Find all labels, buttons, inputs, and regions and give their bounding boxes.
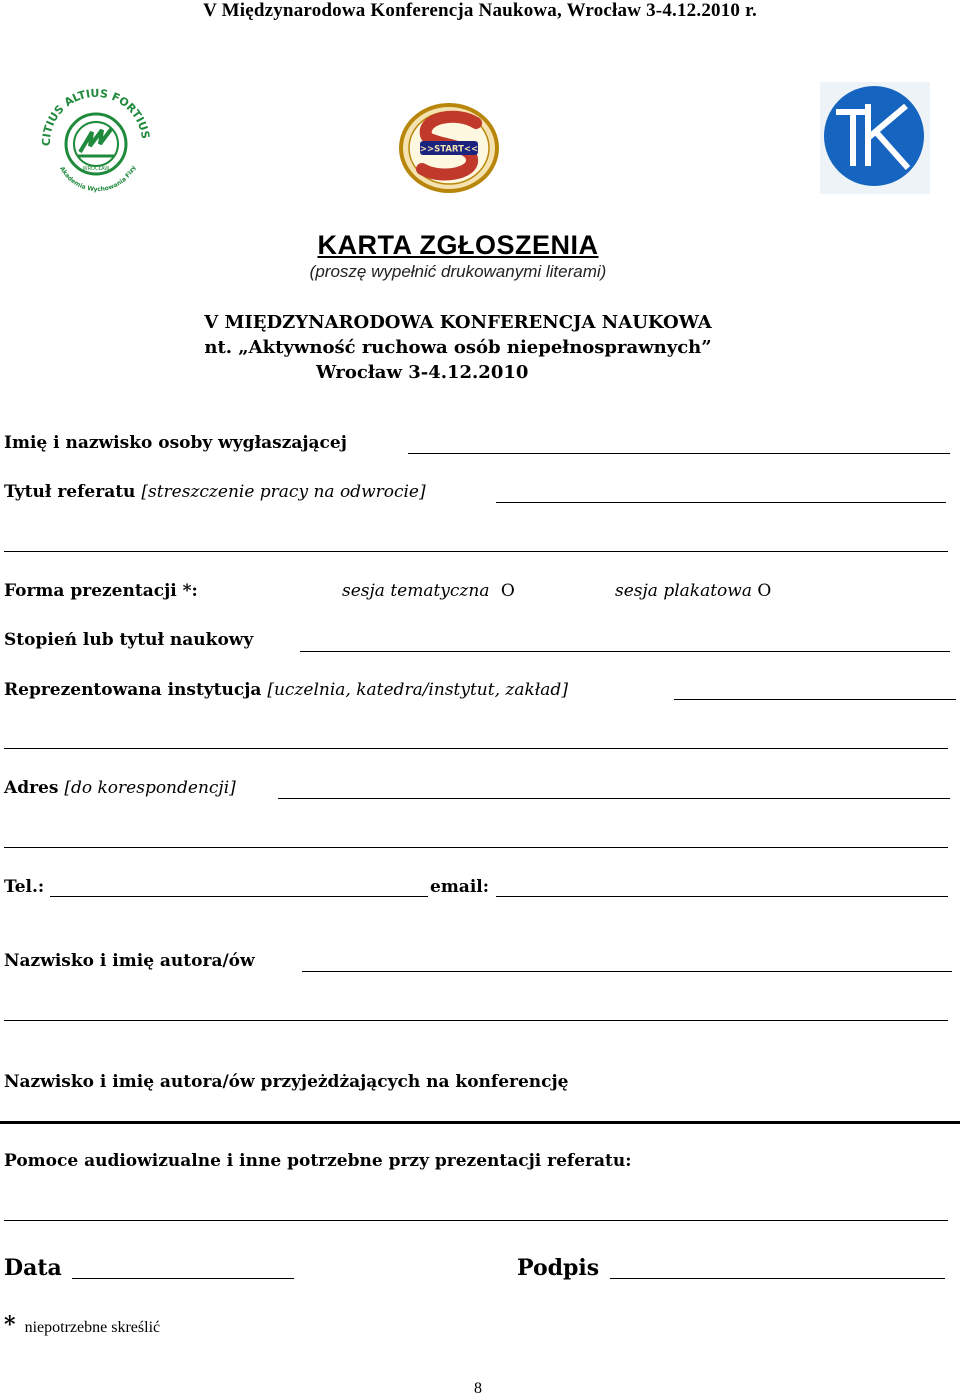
paper-title-hint: [streszczenie pracy na odwrocie] <box>141 482 426 502</box>
tel-label: Tel.: <box>4 877 45 897</box>
institution-label: Reprezentowana instytucja <box>4 680 262 700</box>
option-thematic-label: sesja tematyczna <box>342 581 490 601</box>
institution-field[interactable] <box>674 699 956 700</box>
arriving-authors-field[interactable] <box>0 1121 960 1124</box>
arriving-authors-label: Nazwisko i imię autora/ów przyjeżdżających na konferencję <box>4 1072 569 1092</box>
email-label: email: <box>430 877 490 897</box>
conference-topic: nt. „Aktywność ruchowa osób niepełnosprawnych” <box>204 337 712 358</box>
speaker-field[interactable] <box>408 453 950 454</box>
start-logo <box>398 103 500 193</box>
form-title: KARTA ZGŁOSZENIA <box>317 230 599 260</box>
av-aids-field[interactable] <box>4 1220 948 1221</box>
paper-title-label: Tytuł referatu <box>4 482 136 502</box>
paper-title-field-line2[interactable] <box>4 551 948 552</box>
paper-title-field[interactable] <box>496 502 946 503</box>
awf-city-text: WROCŁAW <box>82 166 110 172</box>
av-aids-label: Pomoce audiowizualne i inne potrzebne przy prezentacji referatu: <box>4 1151 632 1171</box>
awf-inner-text: Akademia Wychowania Fizy <box>58 164 138 194</box>
address-hint: [do korespondencji] <box>64 778 236 798</box>
start-logo-text: >>START<< <box>419 144 479 155</box>
option-poster-label: sesja plakatowa <box>615 581 752 601</box>
presentation-label: Forma prezentacji *: <box>4 581 198 601</box>
authors-label: Nazwisko i imię autora/ów <box>4 951 255 971</box>
tel-field[interactable] <box>50 896 428 897</box>
address-field[interactable] <box>278 798 950 799</box>
institution-hint: [uczelnia, katedra/instytut, zakład] <box>267 680 568 700</box>
footnote-mark: * <box>4 1312 16 1338</box>
date-label: Data <box>4 1255 62 1281</box>
email-field[interactable] <box>496 896 948 897</box>
signature-field[interactable] <box>610 1278 945 1279</box>
awf-ring-text: CITIUS ALTIUS FORTIUS <box>39 86 152 147</box>
address-label: Adres <box>4 778 59 798</box>
option-poster-circle[interactable]: O <box>757 581 772 601</box>
authors-field[interactable] <box>302 971 952 972</box>
institution-field-line2[interactable] <box>4 748 948 749</box>
footnote-text: niepotrzebne skreślić <box>24 1319 161 1336</box>
degree-label: Stopień lub tytuł naukowy <box>4 630 254 650</box>
address-field-line2[interactable] <box>4 847 948 848</box>
conference-place-date: Wrocław 3-4.12.2010 <box>316 362 529 383</box>
signature-label: Podpis <box>517 1255 600 1281</box>
form-subtitle: (proszę wypełnić drukowanymi literami) <box>309 262 607 281</box>
authors-field-line2[interactable] <box>4 1020 948 1021</box>
footnote <box>4 1312 160 1338</box>
document-header: V Międzynarodowa Konferencja Naukowa, Wrocław 3-4.12.2010 r. <box>203 0 757 21</box>
option-thematic-circle[interactable]: O <box>500 581 515 601</box>
degree-field[interactable] <box>300 651 950 652</box>
tk-logo <box>820 82 930 194</box>
speaker-label: Imię i nazwisko osoby wygłaszającej <box>4 433 347 453</box>
option-thematic-session[interactable] <box>342 581 515 601</box>
date-field[interactable] <box>72 1278 294 1279</box>
conference-name: V MIĘDZYNARODOWA KONFERENCJA NAUKOWA <box>204 312 712 333</box>
option-poster-session[interactable] <box>615 581 771 601</box>
awf-logo <box>28 80 163 202</box>
page-number: 8 <box>474 1380 482 1397</box>
